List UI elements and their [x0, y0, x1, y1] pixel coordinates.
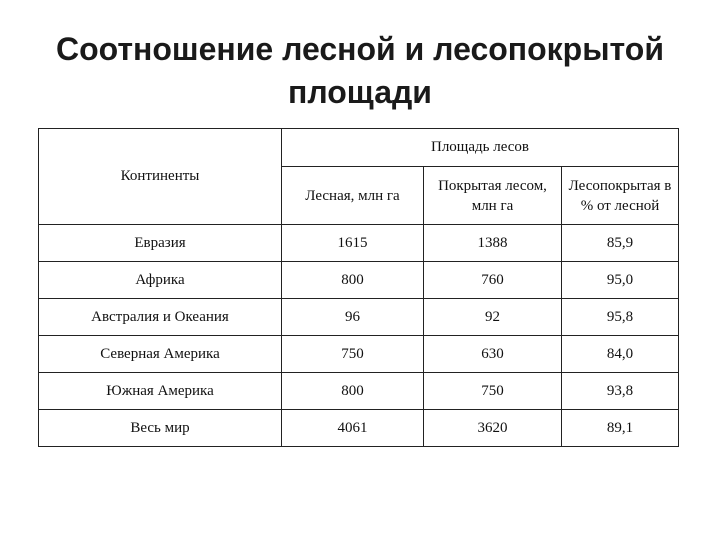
table-row — [39, 336, 679, 373]
header-forest-area: Площадь лесов — [282, 129, 679, 167]
row-forest-land: 1615 — [282, 225, 424, 262]
forest-area-table — [38, 128, 679, 447]
row-continent: Африка — [39, 262, 282, 299]
table-row — [39, 373, 679, 410]
row-continent: Евразия — [39, 225, 282, 262]
row-forest-covered: 760 — [424, 262, 562, 299]
row-continent: Южная Америка — [39, 373, 282, 410]
slide-title-line-1: Соотношение лесной и лесопокрытой — [55, 31, 665, 67]
row-cover-percent: 89,1 — [562, 410, 679, 447]
slide-title-line-2: площади — [288, 74, 432, 110]
row-forest-land: 750 — [282, 336, 424, 373]
row-continent: Весь мир — [39, 410, 282, 447]
table-row — [39, 262, 679, 299]
row-continent: Австралия и Океания — [39, 299, 282, 336]
row-cover-percent: 84,0 — [562, 336, 679, 373]
row-forest-land: 96 — [282, 299, 424, 336]
table-row — [39, 225, 679, 262]
row-cover-percent: 95,8 — [562, 299, 679, 336]
header-forest-covered: Покрытая лесом, млн га — [424, 167, 562, 225]
header-forest-land: Лесная, млн га — [282, 167, 424, 225]
row-forest-land: 800 — [282, 373, 424, 410]
row-forest-covered: 750 — [424, 373, 562, 410]
row-forest-covered: 92 — [424, 299, 562, 336]
row-forest-land: 4061 — [282, 410, 424, 447]
row-cover-percent: 95,0 — [562, 262, 679, 299]
row-forest-covered: 3620 — [424, 410, 562, 447]
header-continents: Континенты — [39, 129, 282, 225]
row-continent: Северная Америка — [39, 336, 282, 373]
table-row — [39, 299, 679, 336]
row-cover-percent: 85,9 — [562, 225, 679, 262]
table-row — [39, 410, 679, 447]
row-forest-land: 800 — [282, 262, 424, 299]
slide-title — [0, 28, 720, 114]
header-forest-cover-percent: Лесопокрытая в % от лесной — [562, 167, 679, 225]
row-forest-covered: 630 — [424, 336, 562, 373]
row-cover-percent: 93,8 — [562, 373, 679, 410]
row-forest-covered: 1388 — [424, 225, 562, 262]
